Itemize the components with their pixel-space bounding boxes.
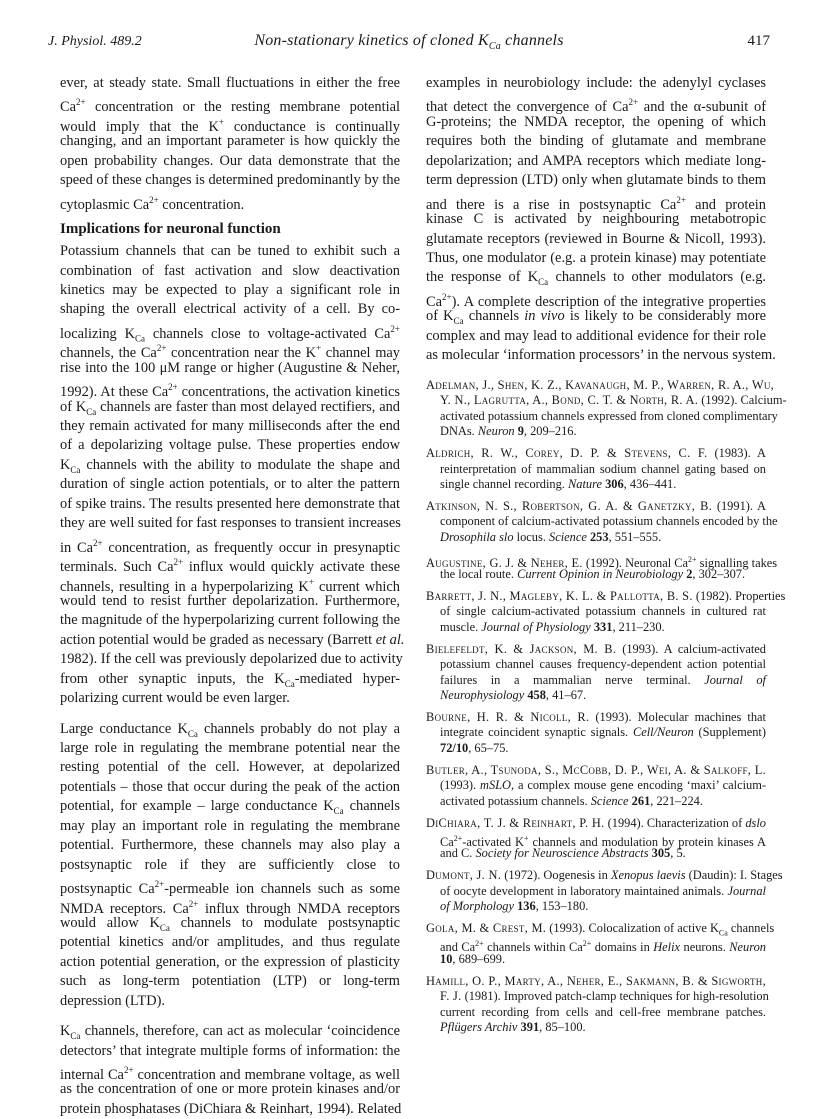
paragraph-examples [426,74,776,366]
text-line: channels, the $Ca^{2+}$ concentration near the K+ channel may [60,343,400,362]
journal-citation: J. Physiol. 489.2 [48,34,142,49]
reference-dumont-1972: Dumont, J. N. (1972). Oogenesis in Xenopus laevis (Daudin): I. Stages of oocyte development in laboratory maintained animals. Journal of Morphology 136, 153–180. [426,868,783,914]
text-line: kinetics may be expected to play a significant role in [60,281,400,298]
text-line: of a depolarizing voltage pulse. These properties endow [60,437,400,454]
text-line: $Ca^{2+}$). A complete description of the integrative properties [426,291,766,310]
text-line: duration of single action potentials, or to alter the pattern [60,476,400,493]
text-line: glutamate receptors (reviewed in Bourne & Nicoll, 1993). [426,230,766,247]
paragraph-steady-state [60,74,401,213]
text-line: they remain activated for many milliseconds after the end [60,418,400,434]
text-line: protein phosphatases (DiChiara & Reinhart, 1994). Related [60,1100,402,1117]
text-line: resting potential of the cell. However, at depolarized [60,759,400,776]
text-line: in $Ca^{2+}$ concentration, as frequently occur in presynaptic [60,537,400,556]
text-line: ever, at steady state. Small fluctuations in either the free [60,75,400,91]
text-line: as the concentration of one or more protein kinases and/or [60,1081,400,1098]
text-line: the response of $K_{Ca}$ channels to other modulators (e.g. [426,269,767,288]
text-line: complex and may lead to additional evidence for their role [426,327,766,344]
section-heading: Implications for neuronal function [60,221,281,238]
text-line: postsynaptic $Ca^{2+}$-permeable ion channels such as some [60,879,401,897]
left-column [60,74,405,1119]
text-line: NMDA receptors. $Ca^{2+}$ influx through NMDA receptors [60,898,400,917]
text-line: rise into the 100 μM range or higher (Augustine & Neher, [60,359,400,376]
reference-atkinson-1991: Atkinson, N. S., Robertson, G. A. & Ganetzky, B. (1991). A component of calcium-activated potassium channels encoded by the Drosophila slo locus. Science 253, 551–555. [426,498,778,544]
text-line: postsynaptic role if they are sufficiently close to [60,856,400,873]
reference-barrett-1982: Barrett, J. N., Magleby, K. L. & Pallotta, B. S. (1982). Properties of single calcium-activated potassium channels in cultured rat muscle. Journal of Physiology 331, 211–230. [426,589,786,634]
text-line: 1992). At these $Ca^{2+}$ concentrations, the activation kinetics [60,382,400,400]
text-line: Potassium channels that can be tuned to exhibit such a [60,243,400,260]
text-line: potentials – those that occur during the peak of the action [60,778,400,795]
paragraph-large-conductance [60,720,400,1012]
text-line: depolarization; and AMPA receptors which mediate long- [426,152,766,169]
text-line: potential. Furthermore, these channels may also play a [60,837,400,854]
text-line: they are well suited for fast responses to transient increases [60,515,401,532]
text-line: would tend to resist further depolarization. Furthermore, [60,592,400,609]
text-line: of $K_{Ca}$ channels in vivo is likely to be considerably more [426,308,767,327]
text-line: $K_{Ca}$ channels, therefore, can act as molecular ‘coincidence [60,1023,400,1041]
text-line: 1982). If the cell was previously depolarized due to activity [60,651,403,668]
text-line: action potential would be graded as necessary (Barrett et al. [60,631,405,648]
reference-hamill-1981: Hamill, O. P., Marty, A., Neher, E., Sakmann, B. & Sigworth, F. J. (1981). Improved patch-clamp techniques for high-resolution current recording from cells and cell-free membrane patches. Pflügers Archiv 391, 85–100. [426,973,769,1034]
text-line: examples in neurobiology include: the adenylyl cyclases [426,75,766,91]
text-line: Thus, one modulator (e.g. a protein kinase) may potentiate [426,249,766,266]
right-column [426,74,776,366]
text-line: would imply that the K+ conductance is continually [60,116,401,135]
reference-bourne-1993: Bourne, H. R. & Nicoll, R. (1993). Molecular machines that integrate coincident synaptic signals. Cell/Neuron (Supplement) 72/10, 65–75. [426,709,766,755]
page-number: 417 [747,33,770,49]
paragraph-implications [60,242,405,709]
text-line: large role in regulating the membrane potential near the [60,740,400,756]
reference-adelman-1992: Adelman, J., Shen, K. Z., Kavanaugh, M. P., Warren, R. A., Wu, Y. N., Lagrutta, A., Bond, C. T. & North, R. A. (1992). Calcium- activated potassium channels expressed from cloned complimentary DNAs. Neuron 9, 209–216. [426,378,787,439]
text-line: polarizing current would be even larger. [60,690,290,707]
text-line: as molecular ‘information processors’ in the nervous system. [426,347,776,364]
text-line: detectors’ that integrate multiple forms of information: the [60,1042,400,1059]
reference-butler-1993: Butler, A., Tsunoda, S., McCobb, D. P., Wei, A. & Salkoff, L. (1993). mSLO, a complex mouse gene encoding ‘maxi’ calcium- activated potassium channels. Science 261, 221–224. [426,762,766,808]
text-line: term depression (LTD) only when glutamate binds to them [426,172,766,189]
text-line: Large conductance $K_{Ca}$ channels probably do not play a [60,720,401,739]
text-line: depression (LTD). [60,992,165,1009]
text-line: such as long-term potentiation (LTP) or long-term [60,973,400,990]
text-line: may play an important role in regulating the membrane [60,817,400,834]
reference-list [426,378,787,1042]
reference-bielefeldt-1993: Bielefeldt, K. & Jackson, M. B. (1993). A calcium-activated potassium channel causes frequency-dependent action potential failures in a mammalian nerve terminal. Journal of Neurophysiology 458, 41–67. [426,641,766,702]
text-line: from other synaptic inputs, the $K_{Ca}$-mediated hyper- [60,670,400,689]
text-line: of spike trains. The results presented here demonstrate that [60,495,400,512]
text-line: channels, resulting in a hyperpolarizing K+ current which [60,576,400,595]
text-line: terminals. Such $Ca^{2+}$ influx would quickly activate these [60,557,400,575]
paragraph-coincidence [60,1022,400,1119]
text-line: and there is a rise in postsynaptic $Ca^{2+}$ and protein [426,194,766,213]
running-header [48,32,770,54]
text-line: action potential generation, or the expression of plasticity [60,953,400,970]
text-line: kinase C is activated by neighbouring metabotropic [426,211,766,228]
text-line: $Ca^{2+}$ concentration or the resting membrane potential [60,97,400,116]
reference-dichiara-1994: DiChiara, T. J. & Reinhart, P. H. (1994). Characterization of dslo $Ca^{2+}$-activated K+ channels and modulation by protein kinases A and C. Society for Neuroscience Abstracts 305, 5. [426,815,767,861]
reference-augustine-1992: Augustine, G. J. & Neher, E. (1992). Neuronal $Ca^{2+}$ signalling takes the local route. Current Opinion in Neurobiology 2, 302–307. [426,554,778,582]
text-line: internal $Ca^{2+}$ concentration and membrane voltage, as well [60,1065,400,1083]
text-line: of $K_{Ca}$ channels are faster than most delayed rectifiers, and [60,398,401,417]
text-line: G-proteins; the NMDA receptor, the opening of which [426,113,766,130]
text-line: open probability changes. Our data demonstrate that the [60,152,400,169]
text-line: the magnitude of the hyperpolarizing current following the [60,612,400,629]
text-line: would allow $K_{Ca}$ channels to modulate postsynaptic [60,914,400,933]
text-line: shaping the overall electrical activity of a cell. By co- [60,301,400,318]
text-line: $K_{Ca}$ channels with the ability to modulate the shape and [60,456,400,475]
text-line: cytoplasmic $Ca^{2+}$ concentration. [60,194,245,213]
reference-aldrich-1983: Aldrich, R. W., Corey, D. P. & Stevens, C. F. (1983). A reinterpretation of mammalian sodium channel gating based on single channel recording. Nature 306, 436–441. [426,446,766,491]
text-line: speed of these changes is determined predominantly by the [60,172,400,189]
text-line: requires both the binding of glutamate and membrane [426,133,766,150]
reference-gola-1993: Gola, M. & Crest, M. (1993). Colocalization of active $K_{Ca}$ channels and $Ca^{2+}$ channels within $Ca^{2+}$ domains in Helix neurons. Neuron 10, 689–699. [426,921,775,966]
text-line: combination of fast activation and slow deactivation [60,262,400,279]
text-line: potential kinetics and/or amplitudes, and thus regulate [60,934,400,951]
text-line: localizing $K_{Ca}$ channels close to voltage-activated $Ca^{2+}$ [60,323,400,344]
text-line: changing, and an important parameter is how quickly the [60,133,400,150]
text-line: that detect the convergence of $Ca^{2+}$ and the α-subunit of [426,97,767,116]
running-title: Non-stationary kinetics of cloned $K_{Ca}$ channels [254,32,564,53]
text-line: potential, for example – large conductance $K_{Ca}$ channels [60,798,400,817]
